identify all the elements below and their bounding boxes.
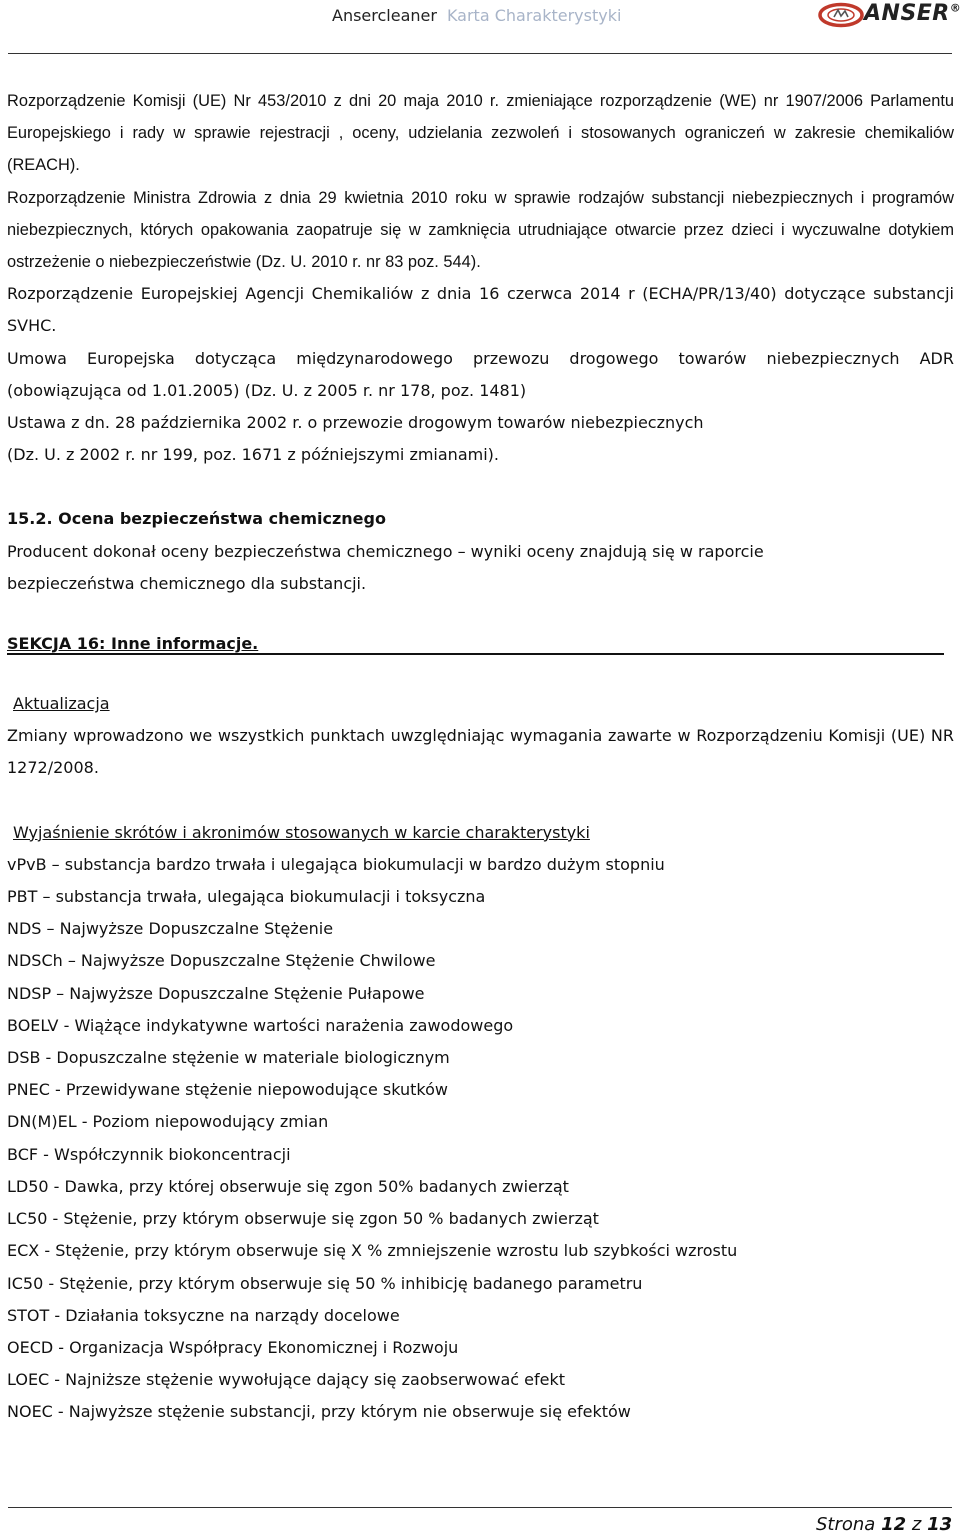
abbreviation-item: NOEC - Najwyższe stężenie substancji, przy którym nie obserwuje się efektów (7, 1402, 631, 1422)
header-title (332, 6, 621, 25)
regulation-paragraph: (Dz. U. z 2002 r. nr 199, poz. 1671 z późniejszymi zmianami). (7, 445, 499, 465)
abbreviation-item: PBT – substancja trwała, ulegająca biokumulacji i toksyczna (7, 887, 486, 907)
header-brand: Ansercleaner (332, 6, 437, 25)
abbreviation-item: vPvB – substancja bardzo trwała i ulegająca biokumulacji w bardzo dużym stopniu (7, 854, 665, 874)
document-body (7, 85, 954, 1429)
section-16-rule (7, 653, 944, 655)
abbreviation-item: NDSP – Najwyższe Dopuszczalne Stężenie Pułapowe (7, 983, 425, 1003)
abbreviation-item: STOT - Działania toksyczne na narządy docelowe (7, 1305, 400, 1325)
section-16-header (7, 624, 954, 664)
footer-page-current: 12 (881, 1514, 907, 1535)
update-text: Zmiany wprowadzono we wszystkich punktach uwzględniając wymagania zawarte w Rozporządzeniu Komisji (UE) NR 1272/2008. (7, 726, 954, 778)
footer-page-word: Strona (816, 1514, 876, 1535)
regulation-paragraph: Rozporządzenie Europejskiej Agencji Chemikaliów z dnia 16 czerwca 2014 r (ECHA/PR/13/40) dotyczące substancji SVHC. (7, 284, 954, 336)
footer-page-total: 13 (927, 1514, 953, 1535)
abbreviation-item: NDS – Najwyższe Dopuszczalne Stężenie (7, 919, 334, 939)
header-divider (8, 53, 952, 54)
section-15-2-text: Producent dokonał oceny bezpieczeństwa chemicznego – wyniki oceny znajdują się w raporcie bezpieczeństwa chemicznego dla substancji. (7, 541, 764, 593)
footer-page-of: z (911, 1514, 922, 1535)
abbreviation-item: NDSCh – Najwyższe Dopuszczalne Stężenie Chwilowe (7, 951, 436, 971)
regulation-paragraph: Umowa Europejska dotycząca międzynarodowego przewozu drogowego towarów niebezpiecznych ADR (obowiązująca od 1.01.2005) (Dz. U. z 2005 r. nr 178, poz. 1481) (7, 348, 954, 400)
anser-logo-icon (818, 2, 864, 28)
abbreviations-list (7, 849, 954, 1429)
spacer (7, 664, 954, 688)
regulation-paragraph: Rozporządzenie Ministra Zdrowia z dnia 29 kwietnia 2010 roku w sprawie rodzajów substancji niebezpiecznych i programów niebezpiecznych, których opakowania zaopatruje się w zamknięcia utrudniające otwarcie przez dzieci i wyczuwalne dotykiem ostrzeżenie o niebezpieczeństwie (Dz. U. 2010 r. nr 83 poz. 544). (7, 188, 954, 272)
abbreviation-item: BCF - Współczynnik biokoncentracji (7, 1144, 291, 1164)
anser-logo (818, 0, 961, 30)
abbreviation-item: DN(M)EL - Poziom niepowodujący zmian (7, 1112, 329, 1132)
spacer (7, 600, 954, 624)
spacer (7, 785, 954, 817)
section-15-2-heading: 15.2. Ocena bezpieczeństwa chemicznego (7, 509, 386, 529)
regulation-paragraph: Rozporządzenie Komisji (UE) Nr 453/2010 z dni 20 maja 2010 r. zmieniające rozporządzenie (WE) nr 1907/2006 Parlamentu Europejskiego i rady w sprawie rejestracji , oceny, udzielania zezwoleń i stosowanych ograniczeń w zakresie chemikaliów (REACH). (7, 92, 954, 175)
page-footer (816, 1514, 952, 1535)
abbreviation-item: ECX - Stężenie, przy którym obserwuje się X % zmniejszenie wzrostu lub szybkości wzrostu (7, 1241, 738, 1261)
regulation-paragraph: Ustawa z dn. 28 października 2002 r. o przewozie drogowym towarów niebezpiecznych (7, 413, 704, 433)
abbreviation-item: OECD - Organizacja Współpracy Ekonomicznej i Rozwoju (7, 1337, 459, 1357)
section-16-heading: SEKCJA 16: Inne informacje. (7, 634, 259, 654)
abbreviation-item: DSB - Dopuszczalne stężenie w materiale biologicznym (7, 1048, 450, 1068)
abbreviations-title: Wyjaśnienie skrótów i akronimów stosowanych w karcie charakterystyki (13, 822, 590, 842)
footer-divider (8, 1507, 952, 1508)
abbreviation-item: BOELV - Wiążące indykatywne wartości narażenia zawodowego (7, 1015, 514, 1035)
abbreviation-item: LOEC - Najniższe stężenie wywołujące dający się zaobserwować efekt (7, 1370, 566, 1390)
abbreviation-item: PNEC - Przewidywane stężenie niepowodujące skutków (7, 1080, 448, 1100)
abbreviation-item: IC50 - Stężenie, przy którym obserwuje się 50 % inhibicję badanego parametru (7, 1273, 643, 1293)
abbreviation-item: LC50 - Stężenie, przy którym obserwuje się zgon 50 % badanych zwierząt (7, 1209, 599, 1229)
update-title: Aktualizacja (13, 694, 110, 714)
page-header (0, 0, 960, 56)
spacer (7, 471, 954, 503)
header-subtitle: Karta Charakterystyki (446, 6, 622, 25)
logo-text: ANSER® (864, 1, 961, 26)
abbreviation-item: LD50 - Dawka, przy której obserwuje się zgon 50% badanych zwierząt (7, 1176, 569, 1196)
